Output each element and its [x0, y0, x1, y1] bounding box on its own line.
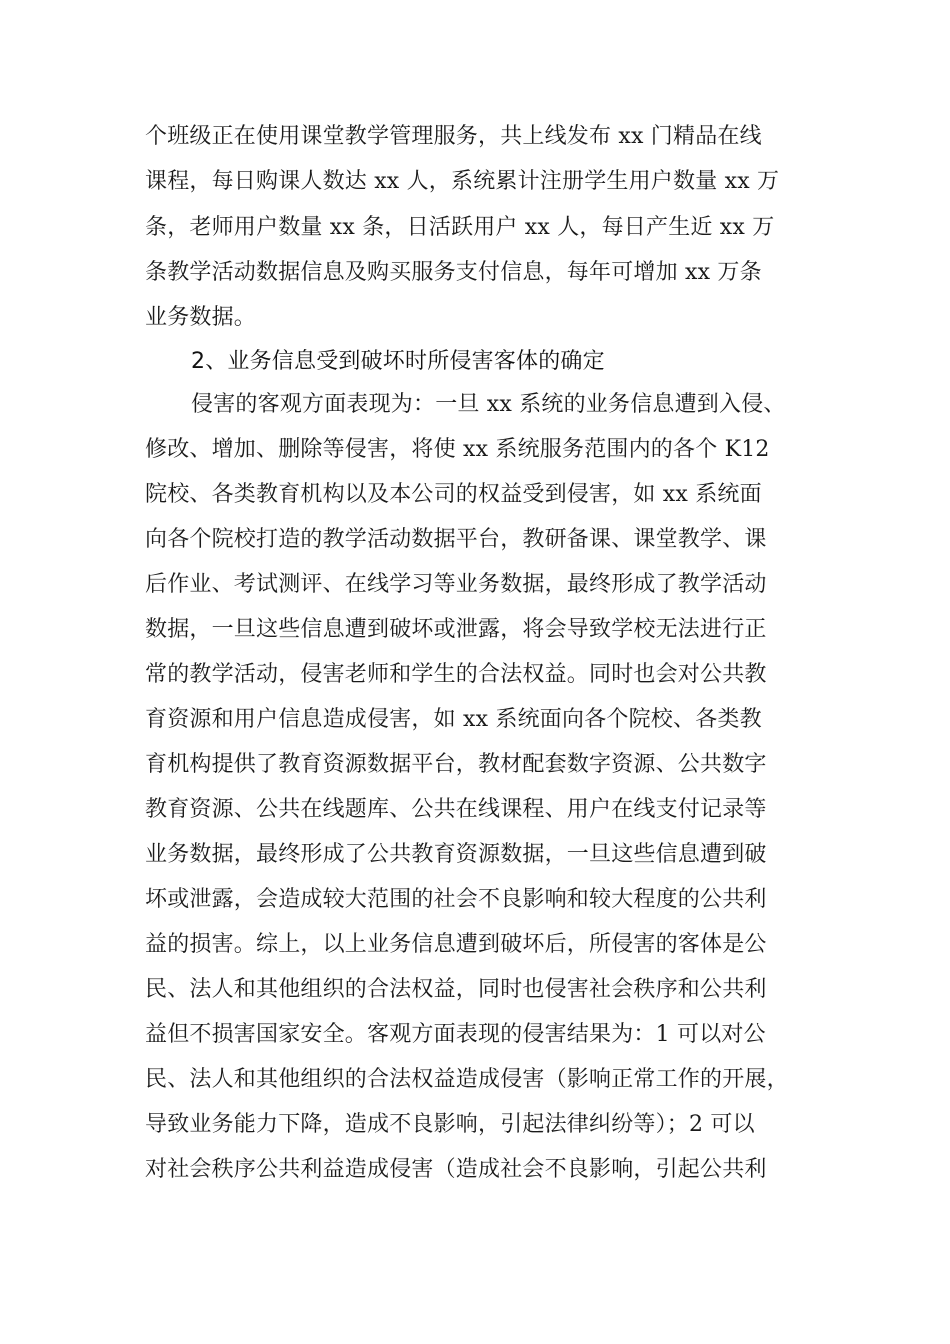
paragraph-line: 向各个院校打造的教学活动数据平台，教研备课、课堂教学、课 — [145, 527, 767, 552]
paragraph-line: 后作业、考试测评、在线学习等业务数据，最终形成了教学活动 — [145, 572, 767, 597]
paragraph-line: 修改、增加、删除等侵害，将使 xx 系统服务范围内的各个 K12 — [145, 437, 770, 462]
paragraph-line: 益但不损害国家安全。客观方面表现的侵害结果为：1 可以对公 — [145, 1022, 766, 1047]
paragraph-line: 民、法人和其他组织的合法权益，同时也侵害社会秩序和公共利 — [145, 977, 767, 1002]
paragraph-line: 课程，每日购课人数达 xx 人，系统累计注册学生用户数量 xx 万 — [145, 169, 780, 194]
paragraph-line: 院校、各类教育机构以及本公司的权益受到侵害，如 xx 系统面 — [145, 482, 762, 507]
paragraph-line: 侵害的客观方面表现为：一旦 xx 系统的业务信息遭到入侵、 — [191, 392, 786, 417]
paragraph-line: 育机构提供了教育资源数据平台，教材配套数字资源、公共数字 — [145, 752, 767, 777]
paragraph-line: 坏或泄露，会造成较大范围的社会不良影响和较大程度的公共利 — [145, 887, 767, 912]
paragraph-line: 数据，一旦这些信息遭到破坏或泄露，将会导致学校无法进行正 — [145, 617, 767, 642]
paragraph-line: 条，老师用户数量 xx 条，日活跃用户 xx 人，每日产生近 xx 万 — [145, 215, 775, 240]
paragraph-line: 导致业务能力下降，造成不良影响，引起法律纠纷等）；2 可以 — [145, 1112, 755, 1137]
paragraph-line: 育资源和用户信息造成侵害，如 xx 系统面向各个院校、各类教 — [145, 707, 762, 732]
paragraph-line: 民、法人和其他组织的合法权益造成侵害（影响正常工作的开展， — [145, 1067, 789, 1092]
paragraph-line: 教育资源、公共在线题库、公共在线课程、用户在线支付记录等 — [145, 797, 767, 822]
paragraph-line: 业务数据，最终形成了公共教育资源数据，一旦这些信息遭到破 — [145, 842, 767, 867]
paragraph-line: 个班级正在使用课堂教学管理服务，共上线发布 xx 门精品在线 — [145, 124, 762, 149]
paragraph-line: 条教学活动数据信息及购买服务支付信息，每年可增加 xx 万条 — [145, 260, 762, 285]
paragraph-line: 对社会秩序公共利益造成侵害（造成社会不良影响，引起公共利 — [145, 1157, 767, 1182]
paragraph-line: 益的损害。综上，以上业务信息遭到破坏后，所侵害的客体是公 — [145, 932, 767, 957]
paragraph-line: 业务数据。 — [145, 305, 257, 330]
section-heading: 2、业务信息受到破坏时所侵害客体的确定 — [191, 349, 605, 374]
paragraph-line: 常的教学活动，侵害老师和学生的合法权益。同时也会对公共教 — [145, 662, 767, 687]
